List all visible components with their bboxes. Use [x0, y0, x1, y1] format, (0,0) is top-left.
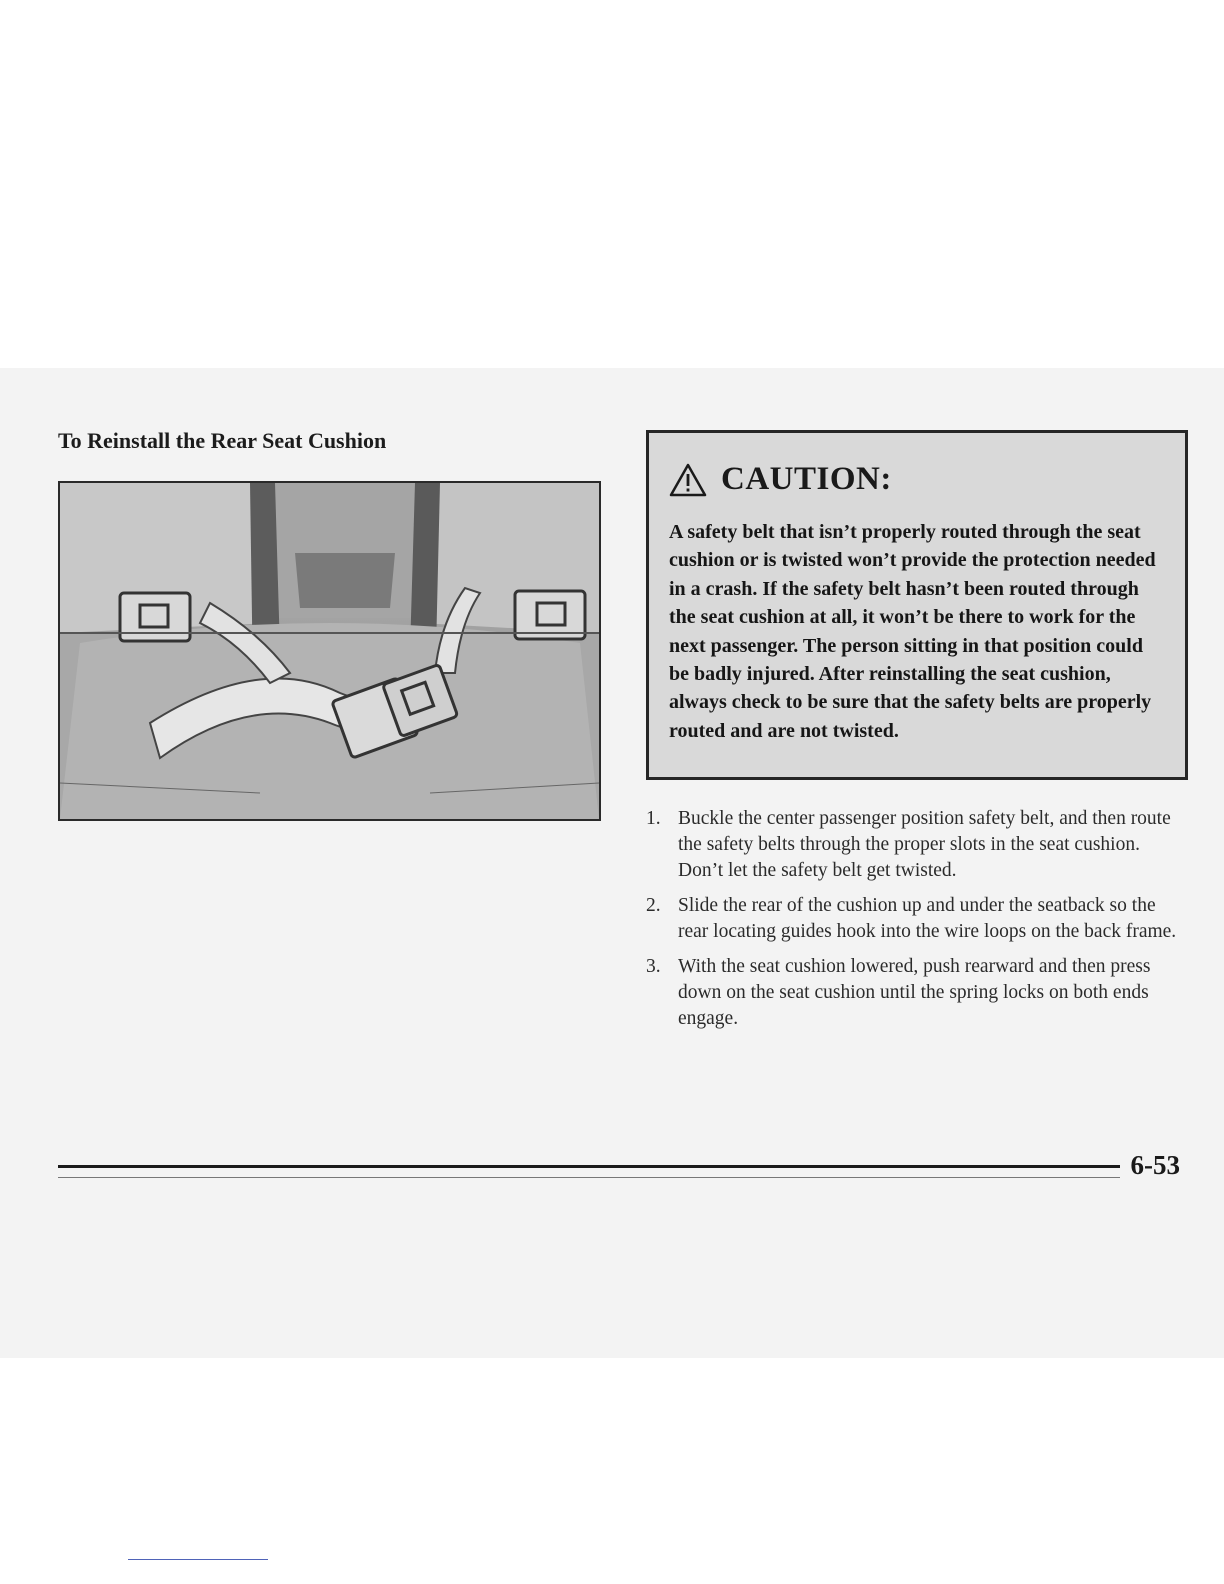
caution-header [669, 461, 1167, 498]
step-text: Slide the rear of the cushion up and under the seatback so the rear locating guides hook into the wire loops on the back frame. [678, 895, 1177, 942]
step-number: 1. [646, 808, 661, 829]
step-item [646, 806, 1186, 884]
step-text: Buckle the center passenger position safety belt, and then route the safety belts through the proper slots in the seat cushion. Don’t let the safety belt get twisted. [678, 808, 1171, 881]
footer-rule-thin [58, 1177, 1120, 1178]
step-number: 3. [646, 956, 661, 977]
step-item [646, 893, 1186, 945]
bottom-divider [128, 1559, 268, 1560]
caution-text: A safety belt that isn’t properly routed through the seat cushion or is twisted won’t provide the protection needed in a crash. If the safety belt hasn’t been routed through the seat cushion at all, it won’t be there to work for the next passenger. The person sitting in that position could be badly injured. After reinstalling the seat cushion, always check to be sure that the safety belts are properly routed and are not twisted. [669, 521, 1156, 742]
section-heading: To Reinstall the Rear Seat Cushion [58, 428, 387, 453]
warning-triangle-icon [669, 463, 707, 497]
instruction-steps [646, 806, 1186, 1041]
step-text: With the seat cushion lowered, push rearward and then press down on the seat cushion until the spring locks on both ends engage. [678, 956, 1151, 1029]
caution-title: CAUTION: [721, 461, 892, 497]
step-item [646, 954, 1186, 1032]
seat-belt-buckle-illustration [60, 483, 599, 819]
footer-rule [58, 1165, 1120, 1168]
caution-box [646, 430, 1188, 780]
step-number: 2. [646, 895, 661, 916]
seat-belt-figure [58, 481, 601, 821]
page-number: 6-53 [1130, 1150, 1180, 1180]
